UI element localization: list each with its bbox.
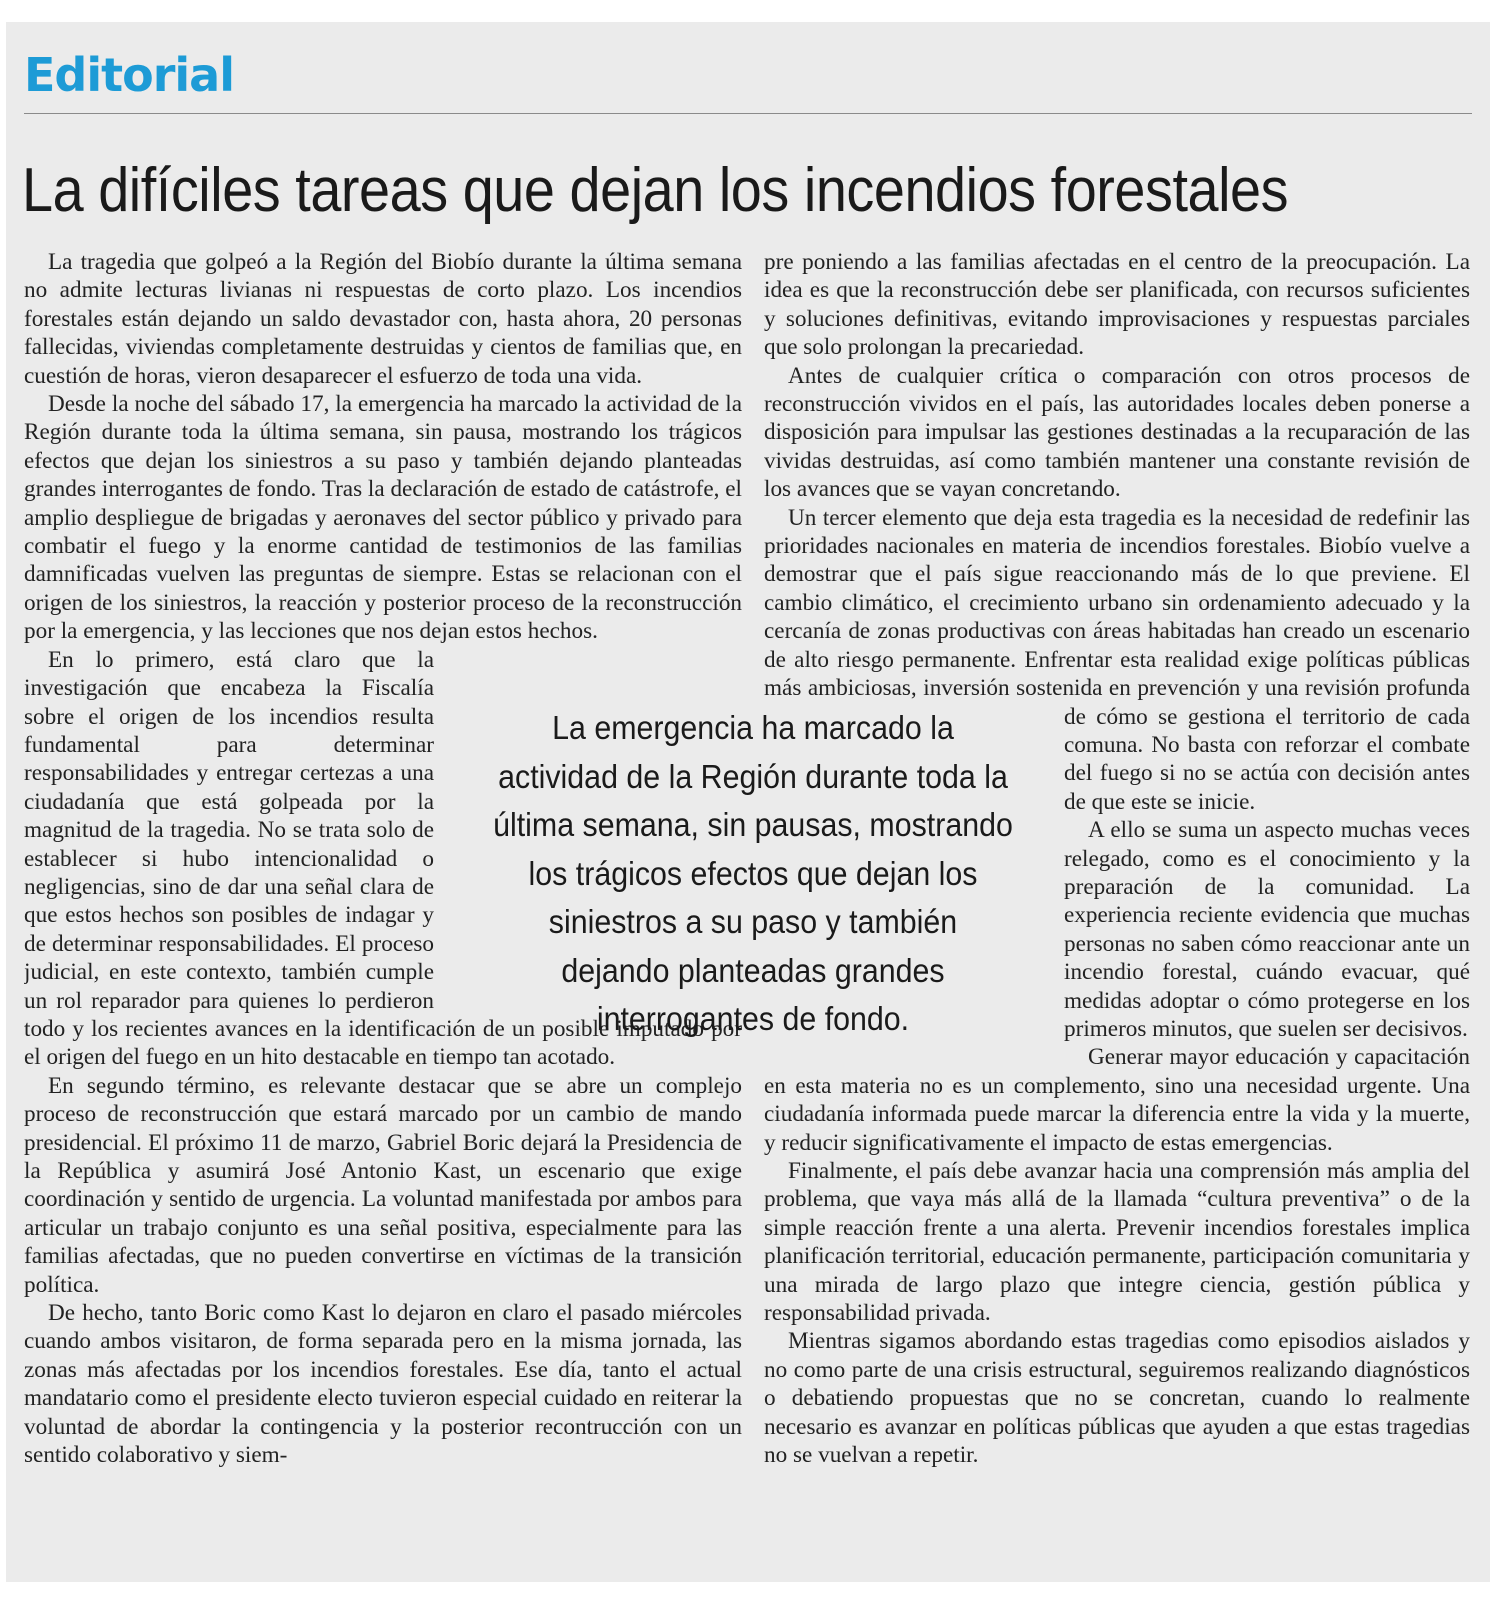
editorial-page [6, 22, 1490, 1582]
right-paragraph-continued: pre poniendo a las familias afectadas en el centro de la preocupación. La idea es que la reconstrucción debe ser planificada, con recursos suficientes y soluciones definitivas, evitando improvisaciones y respuestas parciales que solo prolongan la precariedad. [764, 249, 1470, 361]
headline: La difíciles tareas que dejan los incendios forestales [22, 156, 1289, 225]
left-paragraph-3: En lo primero, está claro que la investigación que encabeza la Fiscalía sobre el origen de los incendios resulta fundamental para determinar responsabilidades y entregar certezas a una ciudadanía que está golpeada por la magnitud de la tragedia. No se trata solo de establecer si hubo intencionalidad o negligencias, sino de dar una señal clara de que estos hechos son posibles de indagar y de determinar responsabilidades. El proceso judicial, en este contexto, también cumple un rol reparador para quienes lo perdieron todo y los recientes avances en la identificación de un posible imputado por el origen del fuego en un hito destacable en tiempo tan acotado. [24, 646, 742, 1071]
right-paragraph-2: Un tercer elemento que deja esta tragedia es la necesidad de redefinir las prioridades nacionales en materia de incendios forestales. Biobío vuelve a demostrar que el país sigue reaccionando más de lo que previene. El cambio climático, el crecimiento urbano sin ordenamiento adecuado y la cercanía de zonas productivas con áreas habitadas han creado un escenario de alto riesgo permanente. Enfrentar esta realidad exige políticas públicas más ambiciosas, inversión sostenida en prevención y una revisión profunda de cómo se gestiona el territorio de cada comuna. No basta con reforzar el combate del fuego si no se actúa con decisión antes de que este se inicie. [764, 504, 1470, 816]
right-paragraph-5: Finalmente, el país debe avanzar hacia una comprensión más amplia del problema, que vaya más allá de la llamada “cultura preventiva” o de la simple reacción frente a una alerta. Prevenir incendios forestales implica planificación territorial, educación permanente, participación comunitaria y una mirada de largo plazo que integre ciencia, gestión pública y responsabilidad privada. [764, 1158, 1470, 1327]
left-paragraph-1: La tragedia que golpeó a la Región del Biobío durante la última semana no admite lecturas livianas ni respuestas de corto plazo. Los incendios forestales están dejando un saldo devastador con, hasta ahora, 20 personas fallecidas, viviendas completamente destruidas y cientos de familias que, en cuestión de horas, vieron desaparecer el esfuerzo de toda una vida. [24, 249, 742, 389]
right-paragraph-3: A ello se suma un aspecto muchas veces relegado, como es el conocimiento y la preparación de la comunidad. La experiencia reciente evidencia que muchas personas no saben cómo reaccionar ante un incendio forestal, cuándo evacuar, qué medidas adoptar o cómo protegerse en los primeros minutos, que suelen ser decisivos. [1064, 817, 1470, 1042]
right-paragraph-2-tail: profunda de cómo se gestiona el territorio de cada comuna. No basta con reforzar el combate del fuego si no se actúa con decisión antes de que este se inicie. [1064, 675, 1470, 815]
pull-quote: La emergencia ha marcado la actividad de la Región durante toda la última semana, sin pausas, mostrando los trágicos efectos que dejan los siniestros a su paso y también dejando planteadas grandes interrogantes de fondo. [493, 709, 1013, 1037]
left-paragraph-2: Desde la noche del sábado 17, la emergencia ha marcado la actividad de la Región durante toda la última semana, sin pausa, mostrando los trágicos efectos que dejan los siniestros a su paso y también dejando planteadas grandes interrogantes de fondo. Tras la declaración de estado de catástrofe, el amplio despliegue de brigadas y aeronaves del sector público y privado para combatir el fuego y la enorme cantidad de testimonios de las familias damnificadas vuelven las preguntas de siempre. Estas se relacionan con el origen de los siniestros, la reacción y posterior proceso de la reconstrucción por la emergencia, y las lecciones que nos dejan estos hechos. [24, 391, 742, 645]
right-paragraph-4: Generar mayor educación y capacitación en esta materia no es un complemento, sino una necesidad urgente. Una ciudadanía informada puede marcar la diferencia entre la vida y la muerte, y reducir significativamente el impacto de estas emergencias. [764, 1044, 1470, 1156]
right-paragraph-1: Antes de cualquier crítica o comparación con otros procesos de reconstrucción vividos en el país, las autoridades locales deben ponerse a disposición para impulsar las gestiones destinadas a la recuparación de las vividas destruidas, así como también mantener una constante revisión de los avances que se vayan concretando. [764, 362, 1470, 503]
section-label: Editorial [24, 48, 234, 102]
header-divider [24, 113, 1472, 114]
left-paragraph-4: En segundo término, es relevante destacar que se abre un complejo proceso de reconstrucción que estará marcado por un cambio de mando presidencial. El próximo 11 de marzo, Gabriel Boric dejará la Presidencia de la República y asumirá José Antonio Kast, un escenario que exige coordinación y sentido de urgencia. La voluntad manifestada por ambos para articular un trabajo conjunto es una señal positiva, especialmente para las familias afectadas, que no pueden convertirse en víctimas de la transición política. [24, 1072, 742, 1298]
left-paragraph-5: De hecho, tanto Boric como Kast lo dejaron en claro el pasado miércoles cuando ambos visitaron, de forma separada pero en la misma jornada, las zonas más afectadas por los incendios forestales. Ese día, tanto el actual mandatario como el presidente electo tuvieron especial cuidado en reiterar la voluntad de abordar la contingencia y la posterior recontrucción con un sentido colaborativo y siem- [24, 1300, 742, 1469]
right-paragraph-6: Mientras sigamos abordando estas tragedias como episodios aislados y no como parte de una crisis estructural, seguiremos realizando diagnósticos o debatiendo propuestas que no se concretan, cuando lo realmente necesario es avanzar en políticas públicas que ayuden a que estas tragedias no se vuelvan a repetir. [764, 1328, 1470, 1469]
